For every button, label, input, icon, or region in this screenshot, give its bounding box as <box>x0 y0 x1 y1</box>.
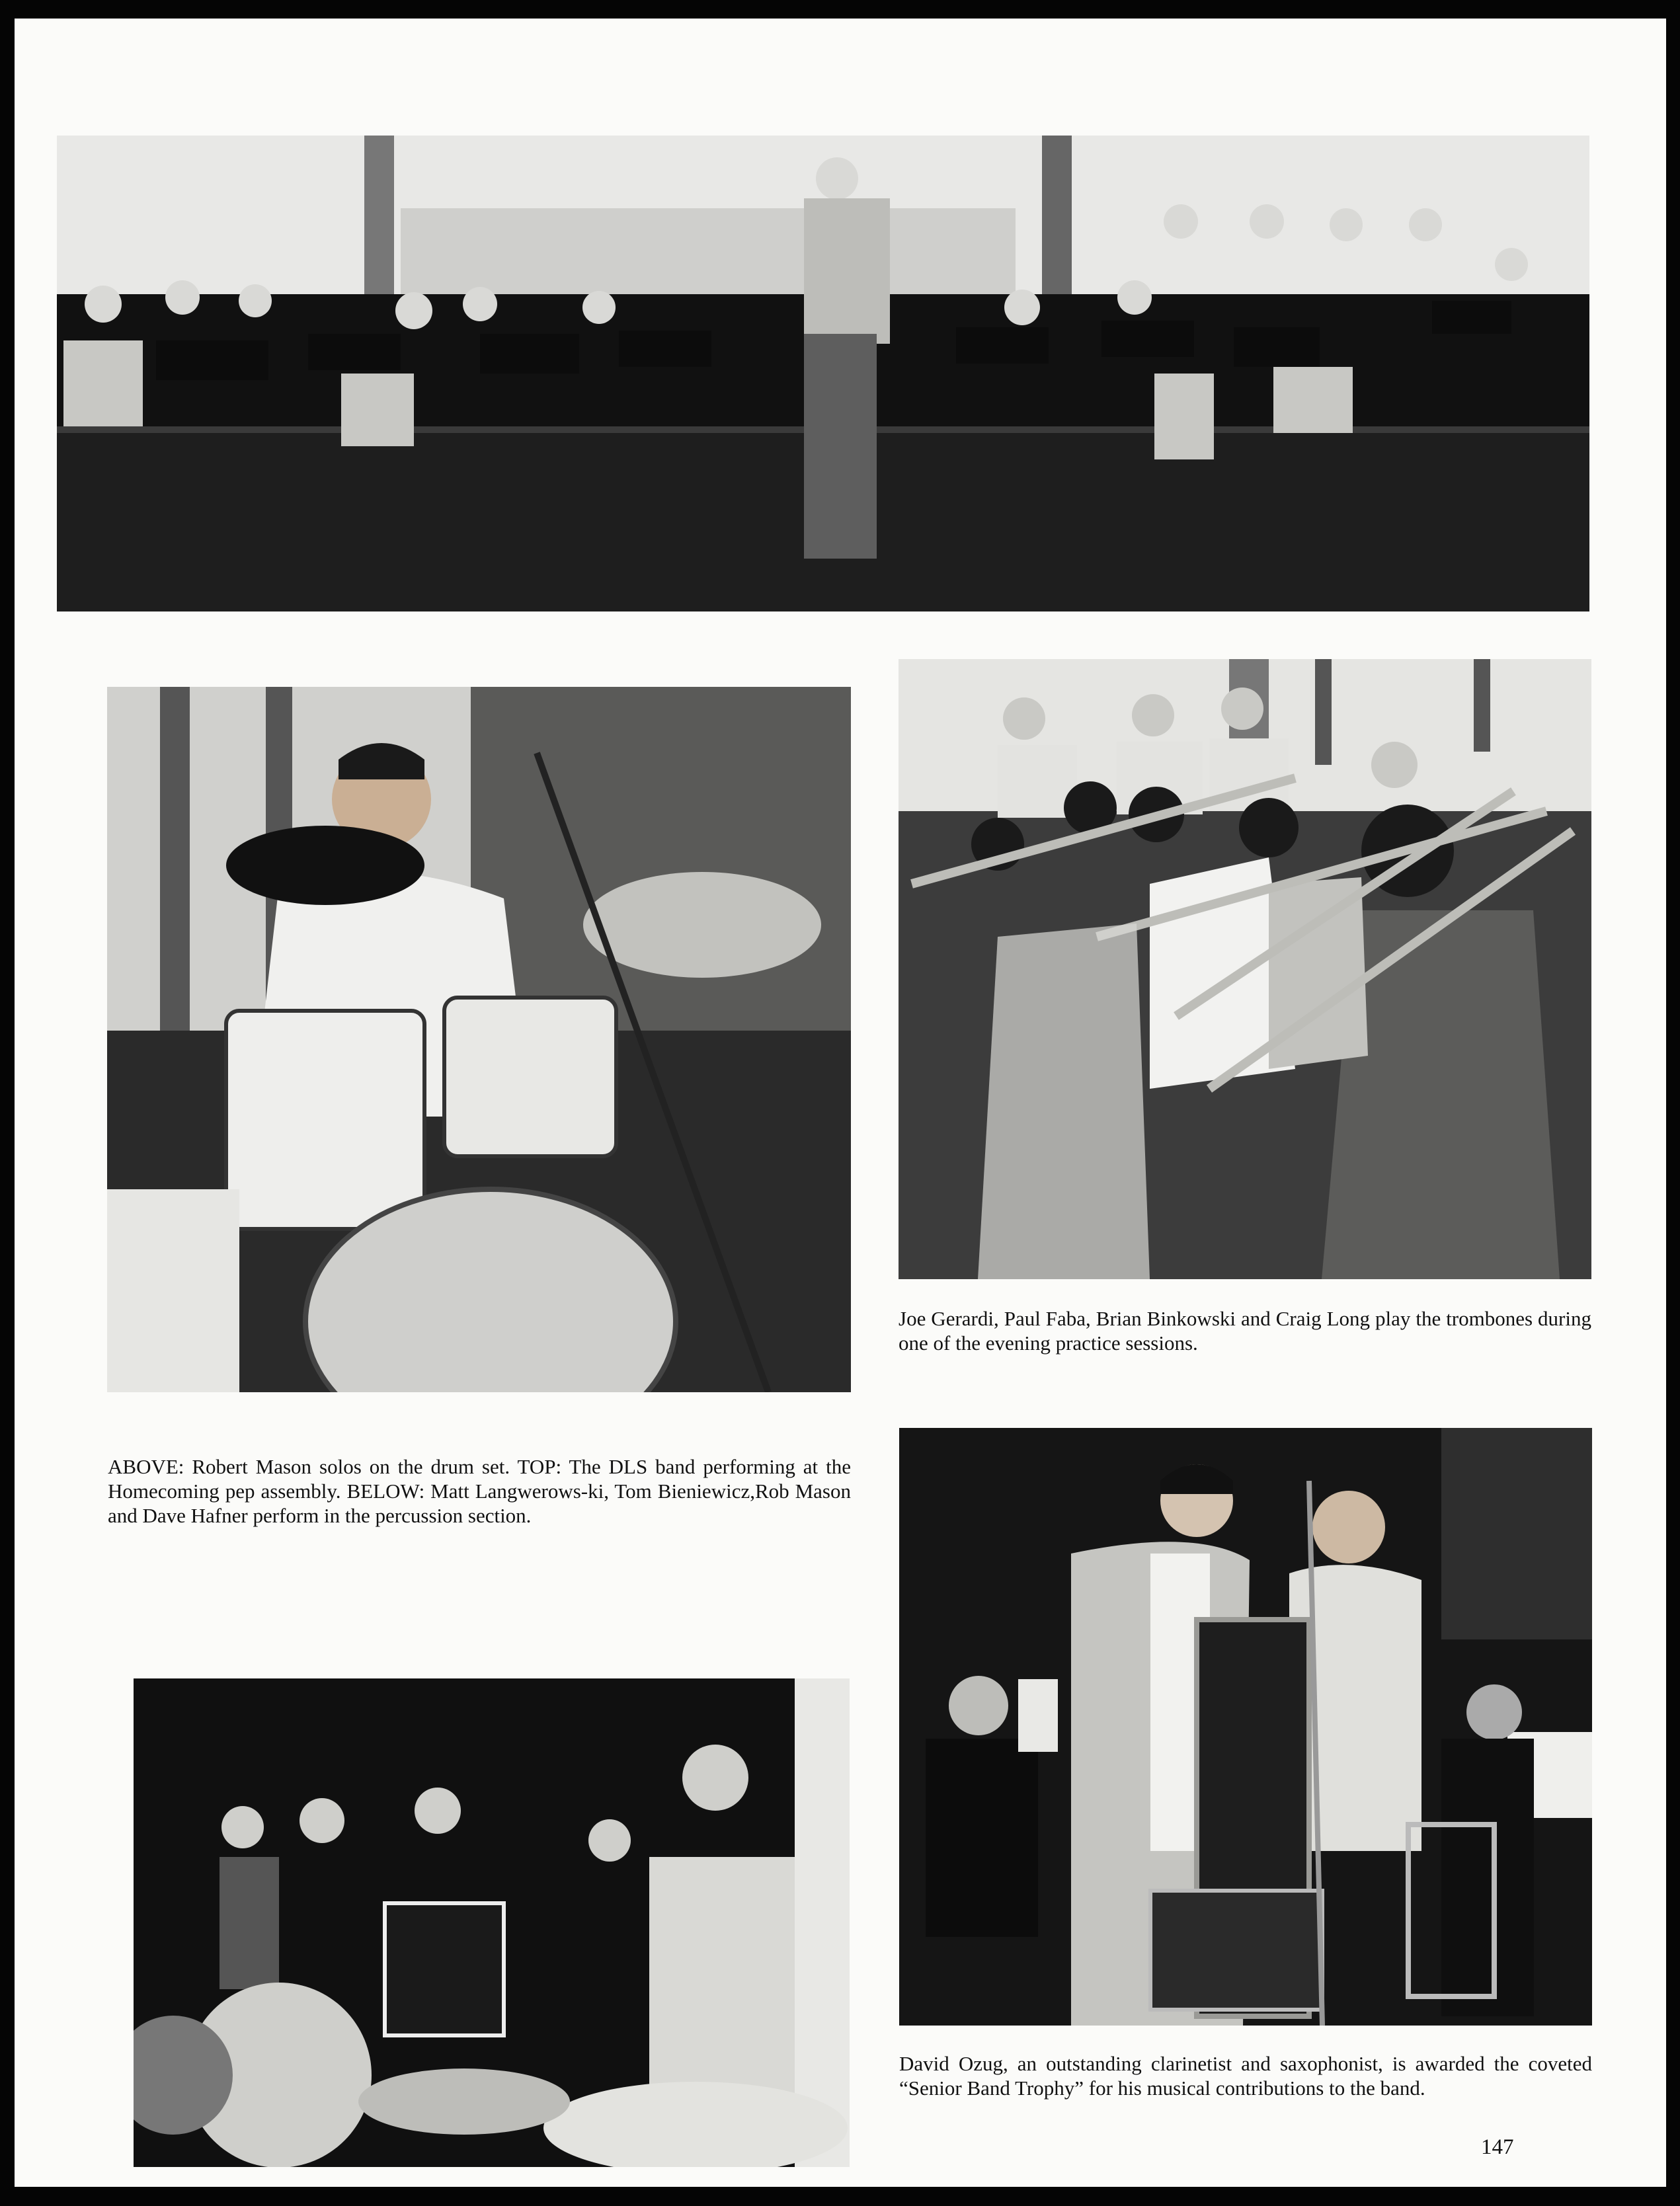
page-number: 147 <box>1481 2135 1514 2159</box>
band-photo-top <box>57 136 1589 611</box>
trophy-caption: David Ozug, an outstanding clarinetist and saxophonist, is awarded the coveted “Senior Band Trophy” for his musical contributions to the band. <box>899 2052 1592 2100</box>
band-photo-top-image <box>57 136 1589 611</box>
percussion-photo-image <box>134 1678 850 2167</box>
trombones-photo <box>899 659 1591 1279</box>
percussion-photo <box>134 1678 850 2167</box>
trombones-caption: Joe Gerardi, Paul Faba, Brian Binkowski and Craig Long play the trombones during one of the evening practice sessions. <box>899 1307 1591 1355</box>
trombones-photo-image <box>899 659 1591 1279</box>
trophy-photo-image <box>899 1428 1592 2026</box>
trophy-photo <box>899 1428 1592 2026</box>
yearbook-page <box>15 19 1666 2187</box>
drummer-photo <box>107 687 851 1392</box>
drummer-photo-image <box>107 687 851 1392</box>
drummer-caption: ABOVE: Robert Mason solos on the drum set. TOP: The DLS band performing at the Homecoming pep assembly. BELOW: Matt Langwerows-ki, Tom Bieniewicz,Rob Mason and Dave Hafner perform in the percussion section. <box>108 1455 851 1527</box>
